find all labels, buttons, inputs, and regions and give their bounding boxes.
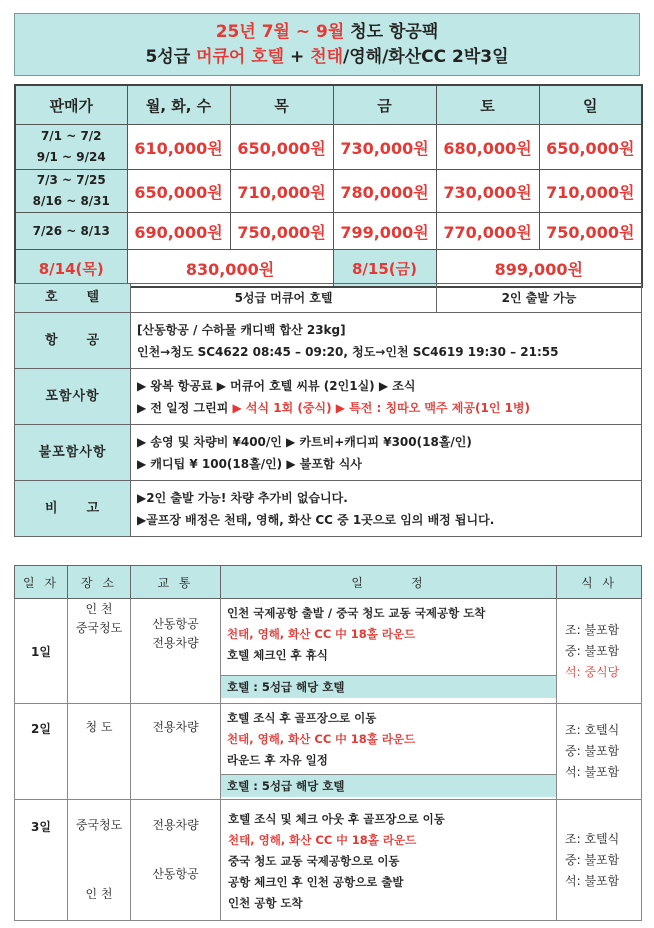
itinerary-header: 장 소 bbox=[68, 566, 131, 599]
note-label: 비 고 bbox=[15, 481, 131, 537]
price-header: 토 bbox=[436, 85, 539, 125]
info-table bbox=[14, 283, 642, 537]
air-label: 항 공 bbox=[15, 313, 131, 369]
price-row bbox=[15, 213, 642, 250]
title-plus: + bbox=[290, 47, 305, 67]
itinerary-header: 일 자 bbox=[15, 566, 68, 599]
special-date-2: 8/15(금) bbox=[333, 250, 436, 288]
day-label: 1일 bbox=[15, 599, 68, 704]
title-rest: /영해/화산CC 2박3일 bbox=[343, 47, 509, 67]
price-cell: 650,000원 bbox=[230, 125, 333, 170]
special-date-1: 8/14(목) bbox=[15, 250, 127, 288]
itinerary-header: 식 사 bbox=[557, 566, 642, 599]
price-header: 판매가 bbox=[15, 85, 127, 125]
price-header-row bbox=[15, 85, 642, 125]
info-row-note bbox=[15, 481, 642, 537]
excluded-label: 불포함사항 bbox=[15, 425, 131, 481]
price-cell: 690,000원 bbox=[127, 213, 230, 250]
note-line-2: ▶골프장 배정은 천태, 영해, 화산 CC 중 1곳으로 임의 배정 됩니다. bbox=[137, 512, 495, 527]
price-cell: 650,000원 bbox=[127, 170, 230, 213]
special-price-2: 899,000원 bbox=[436, 250, 642, 288]
day-meals: 조: 불포함 중: 불포함 석: 중식당 bbox=[557, 599, 642, 704]
air-line-1: [산동항공 / 수하물 캐디백 합산 23kg] bbox=[137, 322, 346, 337]
price-cell: 710,000원 bbox=[230, 170, 333, 213]
price-cell: 750,000원 bbox=[230, 213, 333, 250]
price-cell: 770,000원 bbox=[436, 213, 539, 250]
itinerary-header: 교 통 bbox=[131, 566, 221, 599]
hotel-note: 2인 출발 가능 bbox=[437, 284, 642, 313]
title-box bbox=[14, 13, 640, 76]
itinerary-day-1 bbox=[15, 599, 642, 704]
price-period: 7/3 ~ 7/25 8/16 ~ 8/31 bbox=[15, 170, 127, 213]
air-line-2: 인천→청도 SC4622 08:45 – 09:20, 청도→인천 SC4619 19:30 – 21:55 bbox=[137, 344, 559, 359]
info-row-excluded bbox=[15, 425, 642, 481]
title-grade: 5성급 bbox=[145, 47, 191, 67]
day-place: 청 도 bbox=[68, 704, 131, 800]
itinerary-header: 일 정 bbox=[221, 566, 557, 599]
title-course: 천태 bbox=[310, 47, 344, 67]
price-row bbox=[15, 125, 642, 170]
excluded-line-1: ▶ 송영 및 차량비 ¥400/인 ▶ 카트비+캐디피 ¥300(18홀/인) bbox=[137, 434, 472, 449]
price-period: 7/26 ~ 8/13 bbox=[15, 213, 127, 250]
day-schedule: 인천 국제공항 출발 / 중국 청도 교동 국제공항 도착 천태, 영해, 화산 CC 中 18홀 라운드 호텔 체크인 후 휴식 호텔 : 5성급 해당 호텔 bbox=[221, 599, 557, 704]
day-meals: 조: 호텔식 중: 불포함 석: 불포함 bbox=[557, 704, 642, 800]
special-price-1: 830,000원 bbox=[127, 250, 333, 288]
itinerary-header-row bbox=[15, 566, 642, 599]
itinerary-day-2 bbox=[15, 704, 642, 800]
day-place: 중국청도 인 천 bbox=[68, 800, 131, 921]
day-label: 2일 bbox=[15, 704, 68, 800]
price-cell: 799,000원 bbox=[333, 213, 436, 250]
price-cell: 610,000원 bbox=[127, 125, 230, 170]
price-cell: 650,000원 bbox=[539, 125, 642, 170]
title-line-1 bbox=[15, 20, 639, 44]
info-row-air bbox=[15, 313, 642, 369]
excluded-detail bbox=[131, 425, 642, 481]
price-table bbox=[14, 84, 643, 288]
day-meals: 조: 호텔식 중: 불포함 석: 불포함 bbox=[557, 800, 642, 921]
day-hotel: 호텔 : 5성급 해당 호텔 bbox=[221, 675, 556, 698]
day-schedule: 호텔 조식 후 골프장으로 이동 천태, 영해, 화산 CC 中 18홀 라운드 라운드 후 자유 일정 호텔 : 5성급 해당 호텔 bbox=[221, 704, 557, 800]
hotel-label: 호 텔 bbox=[15, 284, 131, 313]
air-detail bbox=[131, 313, 642, 369]
price-header: 금 bbox=[333, 85, 436, 125]
itinerary-table bbox=[14, 565, 642, 921]
hotel-name: 5성급 머큐어 호텔 bbox=[131, 284, 437, 313]
day-transport: 전용차량 산동항공 bbox=[131, 800, 221, 921]
price-cell: 780,000원 bbox=[333, 170, 436, 213]
price-header: 월, 화, 수 bbox=[127, 85, 230, 125]
day-hotel: 호텔 : 5성급 해당 호텔 bbox=[221, 774, 556, 797]
day-transport: 전용차량 bbox=[131, 704, 221, 800]
price-header: 목 bbox=[230, 85, 333, 125]
included-line-2: ▶ 전 일정 그린피 ▶ 석식 1회 (중식) ▶ 특전 : 칭따오 맥주 제공(1인 1병) bbox=[137, 400, 531, 415]
title-line-2 bbox=[15, 44, 639, 70]
excluded-line-2: ▶ 캐디팁 ¥ 100(18홀/인) ▶ 불포함 식사 bbox=[137, 456, 362, 471]
day-transport: 산동항공 전용차량 bbox=[131, 599, 221, 704]
included-line-1: ▶ 왕복 항공료 ▶ 머큐어 호텔 씨뷰 (2인1실) ▶ 조식 bbox=[137, 378, 416, 393]
day-place: 인 천 중국청도 bbox=[68, 599, 131, 704]
title-product: 청도 항공팩 bbox=[350, 22, 439, 42]
day-label: 3일 bbox=[15, 800, 68, 921]
title-period: 25년 7월 ~ 9월 bbox=[215, 22, 345, 42]
price-cell: 710,000원 bbox=[539, 170, 642, 213]
included-label: 포함사항 bbox=[15, 369, 131, 425]
itinerary-day-3 bbox=[15, 800, 642, 921]
price-row bbox=[15, 170, 642, 213]
price-period: 7/1 ~ 7/2 9/1 ~ 9/24 bbox=[15, 125, 127, 170]
price-cell: 730,000원 bbox=[436, 170, 539, 213]
note-detail bbox=[131, 481, 642, 537]
day-schedule: 호텔 조식 및 체크 아웃 후 골프장으로 이동 천태, 영해, 화산 CC 中 18홀 라운드 중국 청도 교동 국제공항으로 이동 공항 체크인 후 인천 공항으로 출발 인천 공항 도착 bbox=[221, 800, 557, 921]
price-special-row bbox=[15, 250, 642, 288]
price-cell: 680,000원 bbox=[436, 125, 539, 170]
price-cell: 750,000원 bbox=[539, 213, 642, 250]
price-cell: 730,000원 bbox=[333, 125, 436, 170]
included-detail bbox=[131, 369, 642, 425]
title-hotel: 머큐어 호텔 bbox=[196, 47, 285, 67]
price-header: 일 bbox=[539, 85, 642, 125]
info-row-hotel bbox=[15, 284, 642, 313]
note-line-1: ▶2인 출발 가능! 차량 추가비 없습니다. bbox=[137, 490, 348, 505]
info-row-included bbox=[15, 369, 642, 425]
